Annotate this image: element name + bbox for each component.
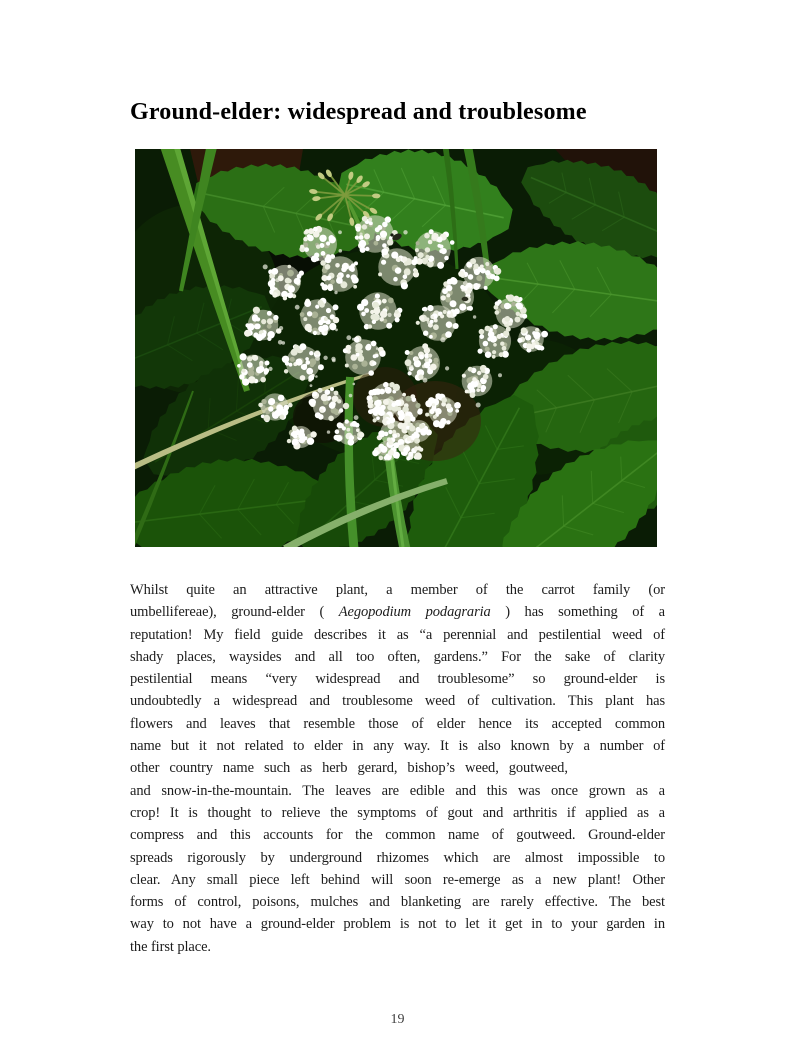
body-text-segment: other country name such as herb gerard, bishop’s weed, goutweed,: [130, 760, 568, 777]
body-text-segment: the first place.: [130, 938, 211, 955]
body-line: [130, 824, 665, 846]
body-text-segment: crop! It is thought to relieve the symptoms of gout and arthritis if applied as a: [130, 804, 665, 821]
article-body: [130, 579, 665, 958]
body-line: [130, 646, 665, 668]
body-text-segment: compress and this accounts for the common name of goutweed. Ground-elder: [130, 827, 665, 844]
body-line: [130, 601, 665, 623]
body-text-segment: spreads rigorously by underground rhizomes which are almost impossible to: [130, 849, 665, 866]
body-text-segment: reputation! My field guide describes it as “a perennial and pestilential weed of: [130, 626, 665, 643]
body-line: [130, 891, 665, 913]
body-text-segment: clear. Any small piece left behind will soon re-emerge as a new plant! Other: [130, 871, 665, 888]
page-number: 19: [390, 1012, 405, 1027]
body-line: [130, 735, 665, 757]
species-name-italic: Aegopodium podagraria: [338, 604, 491, 621]
body-line: [130, 690, 665, 712]
body-line: [130, 668, 665, 690]
body-text-segment: and snow-in-the-mountain. The leaves are edible and this was once grown as a: [130, 782, 665, 799]
body-text-segment: undoubtedly a widespread and troublesome weed of cultivation. This plant has: [130, 693, 665, 710]
plant-photo-svg: [135, 149, 657, 547]
body-line: [130, 579, 665, 601]
body-line: [130, 936, 665, 958]
plant-photo: [135, 149, 657, 547]
body-text-segment: pestilential means “very widespread and troublesome” so ground-elder is: [130, 671, 665, 688]
body-text-segment: shady places, waysides and all too often, gardens.” For the sake of clarity: [130, 648, 665, 665]
body-line: [130, 624, 665, 646]
body-text-segment: ) has something of a: [490, 604, 665, 621]
page-title: Ground-elder: widespread and troublesome: [130, 99, 587, 125]
body-text-segment: name but it not related to elder in any way. It is also known by a number of: [130, 738, 665, 755]
body-text-segment: umbellifereae), ground-elder (: [130, 604, 339, 621]
body-line: [130, 713, 665, 735]
body-line: [130, 847, 665, 869]
body-text-segment: forms of control, poisons, mulches and blanketing are rarely effective. The best: [130, 894, 665, 911]
body-line: [130, 780, 665, 802]
body-text-segment: way to not have a ground-elder problem is not to let it get in to your garden in: [130, 916, 665, 933]
body-line: [130, 757, 665, 779]
body-line: [130, 869, 665, 891]
body-text-segment: flowers and leaves that resemble those of elder hence its accepted common: [130, 715, 665, 732]
body-line: [130, 802, 665, 824]
body-line: [130, 913, 665, 935]
body-text-segment: Whilst quite an attractive plant, a member of the carrot family (or: [130, 582, 665, 598]
